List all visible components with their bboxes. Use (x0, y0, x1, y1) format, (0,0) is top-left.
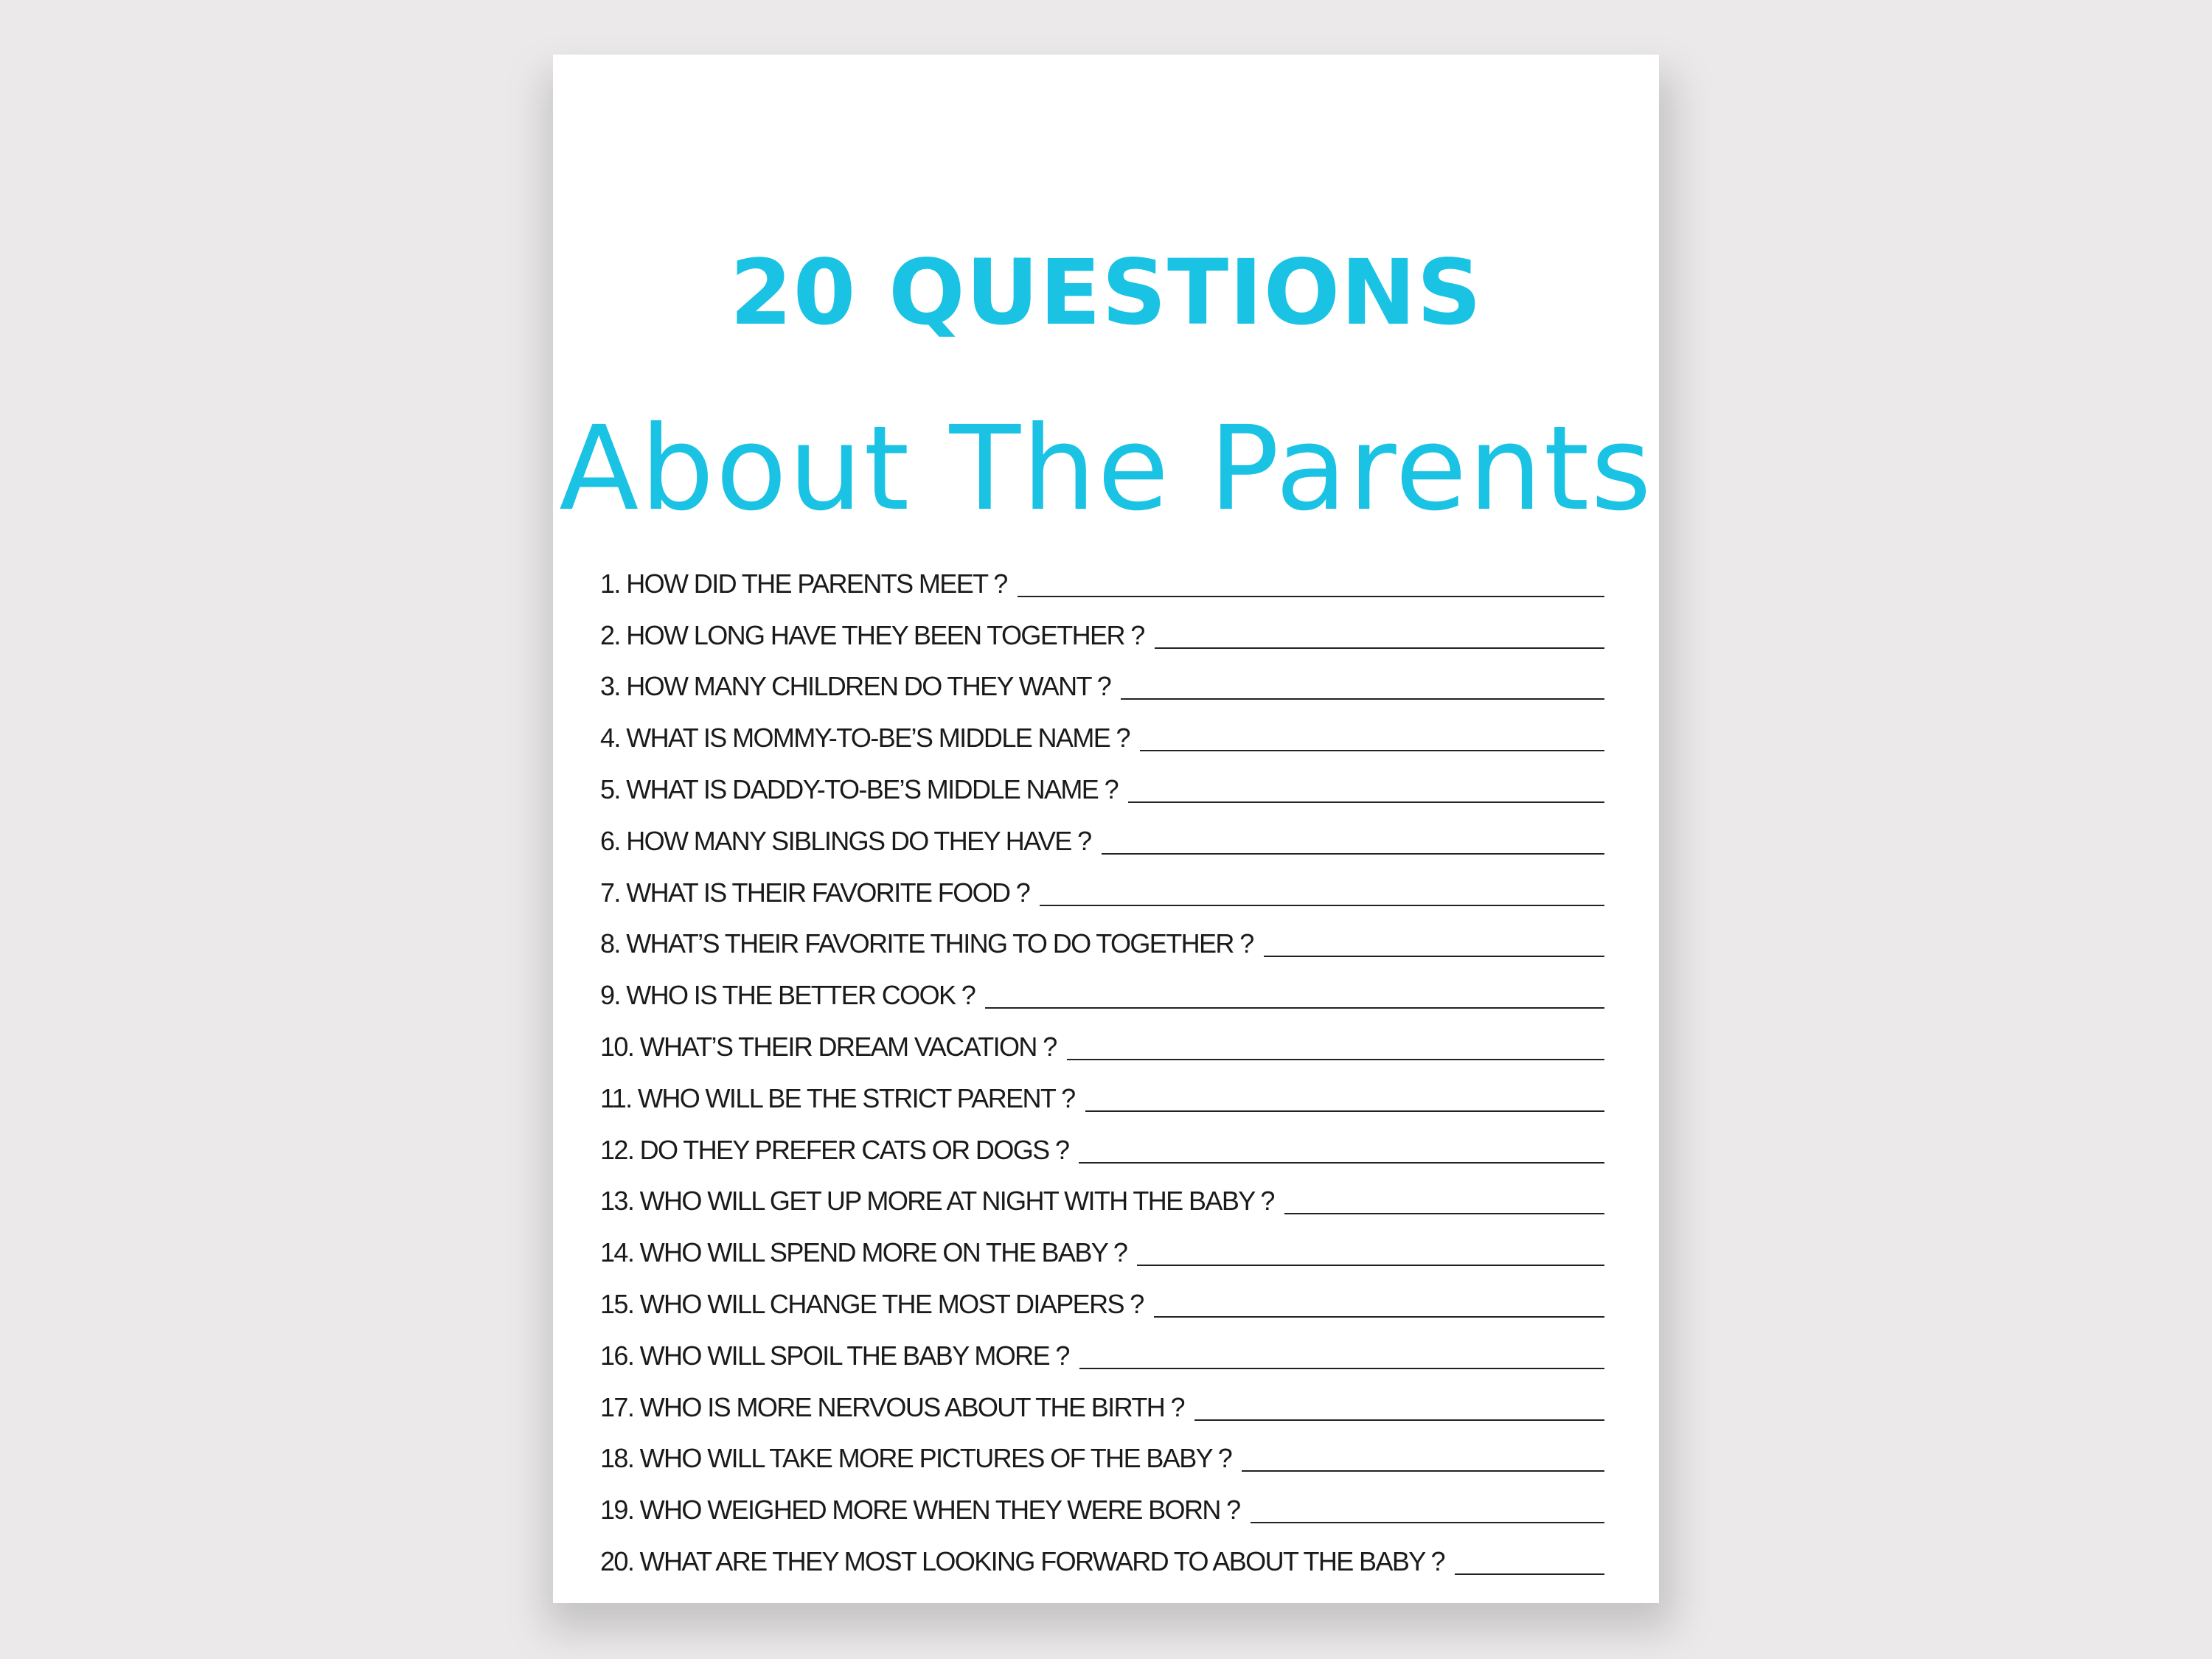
question-row (600, 1431, 1604, 1483)
question-text: 2. HOW LONG HAVE THEY BEEN TOGETHER ? (600, 619, 1144, 650)
question-list (600, 556, 1604, 1585)
question-text: 13. WHO WILL GET UP MORE AT NIGHT WITH THE BABY ? (600, 1186, 1274, 1217)
answer-line (1154, 1316, 1604, 1318)
question-text: 15. WHO WILL CHANGE THE MOST DIAPERS ? (600, 1288, 1144, 1319)
answer-line (1455, 1573, 1604, 1575)
page-subtitle: About The Parents (559, 401, 1653, 538)
answer-line (1128, 801, 1604, 803)
question-row (600, 1328, 1604, 1380)
question-row (600, 813, 1604, 865)
question-text: 16. WHO WILL SPOIL THE BABY MORE ? (600, 1340, 1069, 1371)
answer-line (1102, 853, 1604, 855)
question-row (600, 917, 1604, 968)
answer-line (1040, 905, 1604, 906)
question-text: 11. WHO WILL BE THE STRICT PARENT ? (600, 1082, 1075, 1113)
question-text: 9. WHO IS THE BETTER COOK ? (600, 980, 975, 1011)
page-title: 20 QUESTIONS (729, 240, 1483, 345)
question-row (600, 967, 1604, 1019)
answer-line (985, 1007, 1604, 1009)
question-row (600, 710, 1604, 762)
question-text: 19. WHO WEIGHED MORE WHEN THEY WERE BORN ? (600, 1495, 1240, 1526)
question-text: 14. WHO WILL SPEND MORE ON THE BABY ? (600, 1237, 1127, 1268)
question-text: 7. WHAT IS THEIR FAVORITE FOOD ? (600, 877, 1030, 908)
question-row (600, 1019, 1604, 1071)
answer-line (1085, 1110, 1605, 1112)
answer-line (1284, 1213, 1604, 1214)
question-row (600, 556, 1604, 608)
question-row (600, 1225, 1604, 1276)
answer-line (1242, 1470, 1604, 1472)
question-text: 3. HOW MANY CHILDREN DO THEY WANT ? (600, 671, 1111, 702)
question-text: 10. WHAT’S THEIR DREAM VACATION ? (600, 1031, 1057, 1062)
answer-line (1018, 596, 1604, 597)
answer-line (1140, 750, 1604, 751)
question-text: 1. HOW DID THE PARENTS MEET ? (600, 568, 1007, 599)
question-row (600, 1174, 1604, 1225)
question-row (600, 1534, 1604, 1585)
answer-line (1251, 1522, 1604, 1523)
question-text: 18. WHO WILL TAKE MORE PICTURES OF THE BABY ? (600, 1443, 1232, 1474)
question-text: 17. WHO IS MORE NERVOUS ABOUT THE BIRTH ? (600, 1391, 1184, 1422)
question-row (600, 1122, 1604, 1174)
answer-line (1079, 1162, 1604, 1164)
answer-line (1067, 1059, 1604, 1060)
question-text: 12. DO THEY PREFER CATS OR DOGS ? (600, 1134, 1069, 1165)
question-row (600, 762, 1604, 813)
answer-line (1194, 1419, 1604, 1421)
question-row (600, 865, 1604, 917)
answer-line (1137, 1265, 1604, 1266)
question-text: 20. WHAT ARE THEY MOST LOOKING FORWARD TO ABOUT THE BABY ? (600, 1545, 1444, 1576)
answer-line (1121, 698, 1604, 700)
printable-page (553, 55, 1659, 1603)
question-row (600, 1071, 1604, 1122)
answer-line (1264, 956, 1604, 957)
question-row (600, 608, 1604, 659)
question-text: 5. WHAT IS DADDY-TO-BE’S MIDDLE NAME ? (600, 773, 1119, 804)
question-row (600, 1482, 1604, 1534)
question-row (600, 659, 1604, 711)
question-text: 8. WHAT’S THEIR FAVORITE THING TO DO TOGETHER ? (600, 928, 1253, 959)
question-row (600, 1380, 1604, 1431)
answer-line (1155, 647, 1604, 649)
answer-line (1079, 1368, 1604, 1369)
question-text: 6. HOW MANY SIBLINGS DO THEY HAVE ? (600, 825, 1091, 856)
question-text: 4. WHAT IS MOMMY-TO-BE’S MIDDLE NAME ? (600, 723, 1130, 754)
question-row (600, 1276, 1604, 1328)
